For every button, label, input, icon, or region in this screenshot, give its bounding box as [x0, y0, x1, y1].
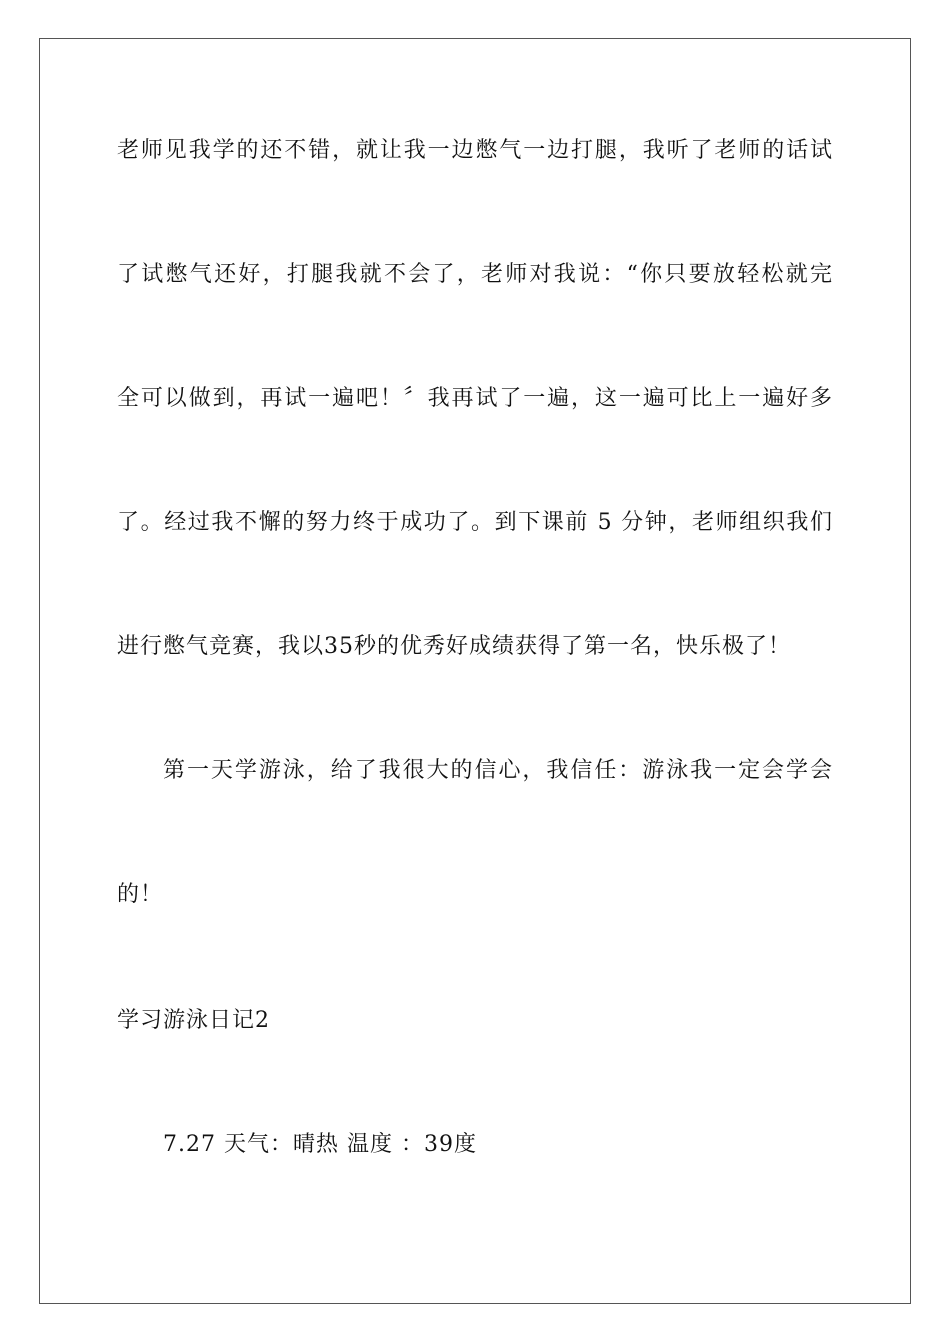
body-text-line: 老师见我学的还不错，就让我一边憋气一边打腿，我听了老师的话试: [117, 138, 833, 163]
body-text-line: 第一天学游泳，给了我很大的信心，我信任：游泳我一定会学会: [163, 758, 833, 783]
body-text-line: 全可以做到，再试一遍吧！〞我再试了一遍，这一遍可比上一遍好多: [117, 386, 833, 411]
body-text-line: 的！: [117, 882, 164, 907]
body-text-line: 进行憋气竞赛，我以35秒的优秀好成绩获得了第一名，快乐极了！: [117, 634, 791, 659]
diary-entry-header: 7.27 天气：晴热 温度 ：39度: [163, 1132, 477, 1157]
page-border: [39, 38, 911, 1304]
body-text-line: 了。经过我不懈的努力终于成功了。到下课前 5 分钟，老师组织我们: [117, 510, 833, 535]
section-title: 学习游泳日记2: [117, 1008, 270, 1033]
body-text-line: 了试憋气还好，打腿我就不会了，老师对我说：“你只要放轻松就完: [117, 262, 833, 287]
